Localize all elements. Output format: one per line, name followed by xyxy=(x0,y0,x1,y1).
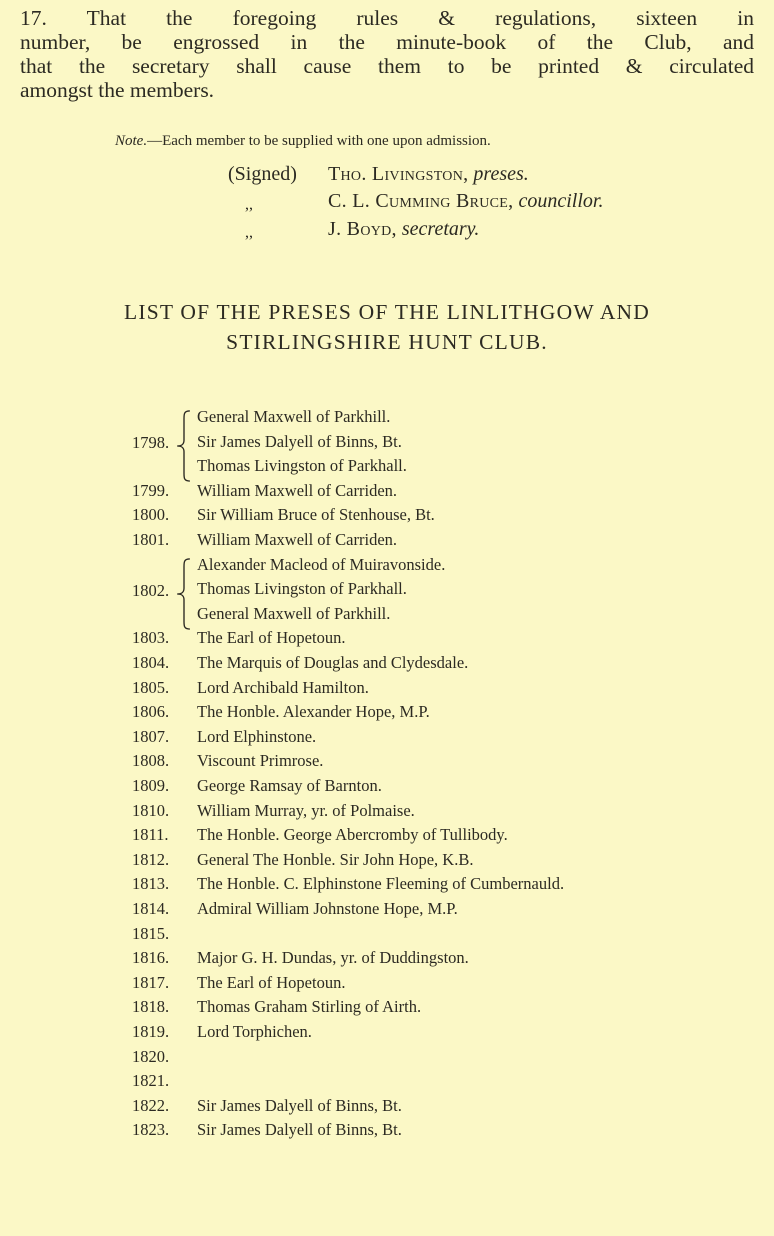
year-label: 1819. xyxy=(132,1022,170,1041)
preses-entry xyxy=(0,530,774,554)
preses-name: William Maxwell of Carriden. xyxy=(197,530,398,549)
preses-name: Sir James Dalyell of Binns, Bt. xyxy=(197,431,402,451)
note-text: —Each member to be supplied with one upon admission. xyxy=(147,133,491,149)
ditto-mark: ,, xyxy=(245,196,253,213)
year-label: 1807. xyxy=(132,726,170,746)
preses-entry xyxy=(0,973,774,997)
preses-name: William Maxwell of Carriden. xyxy=(197,480,398,500)
year-label: 1811. xyxy=(132,825,169,845)
preses-name: General Maxwell of Parkhill. xyxy=(197,407,391,426)
year-label: 1812. xyxy=(132,849,170,869)
rule-17-line: 17. That the foregoing rules & regulations, sixteen in xyxy=(20,6,754,30)
signatory-role: preses. xyxy=(473,163,529,185)
preses-name: George Ramsay of Barnton. xyxy=(197,776,382,795)
preses-name: Thomas Livingston of Parkhall. xyxy=(197,456,407,476)
year-label: 1806. xyxy=(132,702,170,722)
rule-17-line: that the secretary shall cause them to be printed & circulated xyxy=(20,54,754,78)
preses-entry xyxy=(0,874,774,898)
year-label: 1822. xyxy=(132,1095,170,1115)
preses-entry xyxy=(0,1022,774,1046)
year-label: 1823. xyxy=(132,1120,170,1140)
preses-name: The Honble. George Abercromby of Tullibody. xyxy=(197,825,508,845)
preses-entry xyxy=(0,1071,774,1095)
preses-name: The Earl of Hopetoun. xyxy=(197,972,346,992)
preses-entry xyxy=(0,948,774,972)
list-heading-line-1: LIST OF THE PRESES OF THE LINLITHGOW AND xyxy=(124,300,650,324)
preses-name: Sir William Bruce of Stenhouse, Bt. xyxy=(197,505,435,525)
preses-entry xyxy=(0,1120,774,1144)
preses-entry xyxy=(0,751,774,775)
year-label: 1810. xyxy=(132,800,170,820)
preses-name: The Honble. C. Elphinstone Fleeming of Cumbernauld. xyxy=(197,874,565,894)
rule-17-line: number, be engrossed in the minute-book of the Club, and xyxy=(20,30,754,54)
year-label: 1814. xyxy=(132,899,170,918)
year-label: 1803. xyxy=(132,628,170,648)
list-heading-line-2: STIRLINGSHIRE HUNT CLUB. xyxy=(226,330,548,354)
preses-name: Sir James Dalyell of Binns, Bt. xyxy=(197,1095,402,1115)
preses-name: General Maxwell of Parkhill. xyxy=(197,603,391,623)
preses-name: Thomas Livingston of Parkhall. xyxy=(197,579,407,599)
preses-entry xyxy=(0,505,774,529)
year-label: 1813. xyxy=(132,874,170,894)
signatory xyxy=(328,190,603,213)
preses-entry xyxy=(0,850,774,874)
preses-name: The Marquis of Douglas and Clydesdale. xyxy=(197,653,469,672)
year-label: 1805. xyxy=(132,677,170,697)
preses-entry xyxy=(0,702,774,726)
preses-name: Alexander Macleod of Muiravonside. xyxy=(197,554,446,574)
preses-entry xyxy=(0,628,774,652)
preses-entry xyxy=(0,997,774,1021)
preses-name: Lord Torphichen. xyxy=(197,1022,312,1041)
year-label: 1801. xyxy=(132,530,170,549)
preses-name: Admiral William Johnstone Hope, M.P. xyxy=(197,899,458,918)
admission-note xyxy=(115,133,491,150)
preses-entry xyxy=(0,678,774,702)
signatory-name: J. Boyd, xyxy=(328,218,397,240)
preses-entry xyxy=(0,801,774,825)
signatory-name: C. L. Cumming Bruce, xyxy=(328,190,514,212)
preses-entry xyxy=(0,481,774,505)
curly-brace-icon xyxy=(175,558,193,630)
preses-name: William Murray, yr. of Polmaise. xyxy=(197,800,415,820)
ditto-mark: ,, xyxy=(245,224,253,241)
preses-name: Sir James Dalyell of Binns, Bt. xyxy=(197,1120,402,1140)
rule-17-line: amongst the members. xyxy=(20,78,215,102)
signatory xyxy=(328,218,479,241)
year-label: 1816. xyxy=(132,948,170,968)
signed-label: (Signed) xyxy=(228,163,297,185)
year-label: 1809. xyxy=(132,776,170,795)
year-label: 1798. xyxy=(132,432,170,452)
signatory-role: councillor. xyxy=(518,190,604,212)
signatory xyxy=(328,163,529,186)
preses-name: Major G. H. Dundas, yr. of Duddingston. xyxy=(197,948,469,968)
year-label: 1818. xyxy=(132,997,170,1017)
preses-name: Lord Elphinstone. xyxy=(197,726,317,746)
preses-entry xyxy=(0,776,774,800)
preses-name: The Earl of Hopetoun. xyxy=(197,628,346,648)
preses-name: The Honble. Alexander Hope, M.P. xyxy=(197,702,430,722)
preses-entry xyxy=(0,825,774,849)
year-label: 1799. xyxy=(132,480,170,500)
preses-entry xyxy=(0,924,774,948)
year-label: 1820. xyxy=(132,1046,170,1066)
year-label: 1800. xyxy=(132,505,170,525)
year-label: 1817. xyxy=(132,972,170,992)
preses-entry xyxy=(0,899,774,923)
preses-entry xyxy=(0,1096,774,1120)
preses-entry xyxy=(0,727,774,751)
year-label: 1815. xyxy=(132,923,170,943)
preses-name: Thomas Graham Stirling of Airth. xyxy=(197,997,422,1017)
rule-17-paragraph xyxy=(20,6,754,102)
signatory-role: secretary. xyxy=(401,218,480,240)
preses-name: Viscount Primrose. xyxy=(197,751,324,771)
curly-brace-icon xyxy=(175,410,193,482)
preses-entry xyxy=(0,1047,774,1071)
preses-entry xyxy=(0,653,774,677)
note-lead: Note. xyxy=(115,133,148,149)
year-label: 1802. xyxy=(132,580,170,600)
year-label: 1808. xyxy=(132,751,170,771)
preses-name: Lord Archibald Hamilton. xyxy=(197,677,369,697)
year-label: 1804. xyxy=(132,653,170,672)
year-label: 1821. xyxy=(132,1071,170,1091)
preses-name: General The Honble. Sir John Hope, K.B. xyxy=(197,849,474,869)
signatory-name: Tho. Livingston, xyxy=(328,163,469,185)
